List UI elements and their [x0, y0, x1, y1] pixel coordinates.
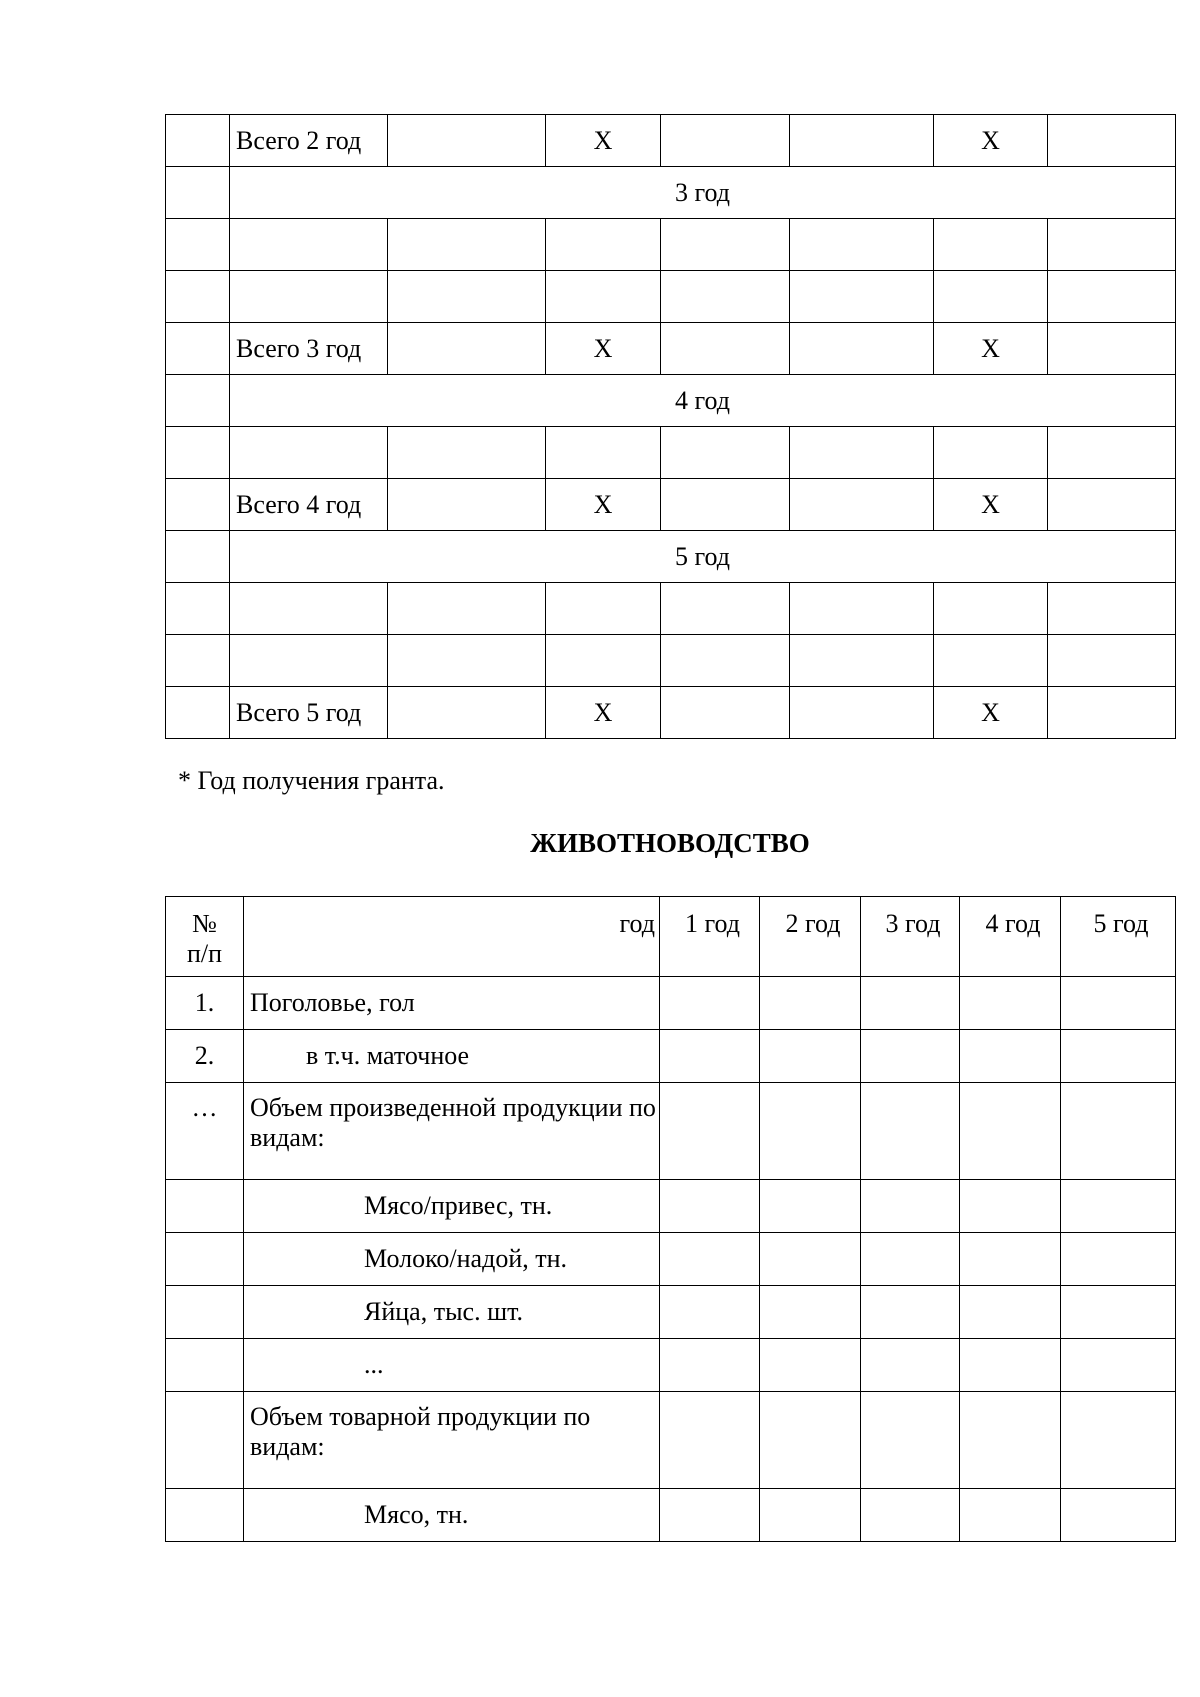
value-cell	[1061, 1180, 1176, 1233]
table-cell	[166, 531, 230, 583]
table-cell	[1048, 635, 1176, 687]
indicator-label-cell: Поголовье, гол	[244, 977, 660, 1030]
year-header-cell: 3 год	[230, 167, 1176, 219]
table-row	[166, 531, 1176, 583]
table-cell	[661, 427, 790, 479]
table-cell	[166, 115, 230, 167]
x-mark-cell: Х	[546, 115, 661, 167]
table-cell	[388, 219, 546, 271]
table-cell	[166, 687, 230, 739]
indicator-label-cell: в т.ч. маточное	[244, 1030, 660, 1083]
table-cell	[166, 323, 230, 375]
row-number-cell	[166, 1339, 244, 1392]
value-cell	[660, 1392, 760, 1489]
value-cell	[960, 1339, 1061, 1392]
table-cell	[661, 635, 790, 687]
table-cell	[388, 115, 546, 167]
row-number-cell: 1.	[166, 977, 244, 1030]
table-cell	[230, 635, 388, 687]
table-cell	[166, 583, 230, 635]
table-cell	[166, 635, 230, 687]
table-row	[166, 219, 1176, 271]
table-row	[166, 375, 1176, 427]
table-row	[166, 1180, 1176, 1233]
table-cell	[661, 219, 790, 271]
value-cell	[660, 1030, 760, 1083]
table-cell	[546, 583, 661, 635]
x-mark-cell: Х	[546, 479, 661, 531]
year-header-cell: 5 год	[230, 531, 1176, 583]
table-cell	[661, 271, 790, 323]
table-cell	[230, 583, 388, 635]
table-cell	[388, 271, 546, 323]
table-cell	[790, 219, 934, 271]
total-label-cell: Всего 5 год	[230, 687, 388, 739]
value-cell	[1061, 1339, 1176, 1392]
value-cell	[1061, 977, 1176, 1030]
livestock-table-body	[166, 897, 1176, 1542]
table-row	[166, 1286, 1176, 1339]
value-cell	[660, 977, 760, 1030]
table-row	[166, 115, 1176, 167]
table-cell	[546, 219, 661, 271]
table-cell	[661, 479, 790, 531]
table-cell	[1048, 687, 1176, 739]
value-cell	[960, 1489, 1061, 1542]
value-cell	[760, 1489, 861, 1542]
value-cell	[861, 1392, 960, 1489]
table-row	[166, 427, 1176, 479]
livestock-table	[165, 896, 1176, 1542]
table-cell	[1048, 219, 1176, 271]
value-cell	[660, 1083, 760, 1180]
table-cell	[1048, 479, 1176, 531]
value-cell	[960, 1392, 1061, 1489]
table-cell	[790, 635, 934, 687]
table-row	[166, 977, 1176, 1030]
table-cell	[790, 271, 934, 323]
row-number-cell	[166, 1286, 244, 1339]
row-number-cell	[166, 1233, 244, 1286]
table-cell	[546, 271, 661, 323]
value-cell	[960, 1233, 1061, 1286]
value-cell	[760, 1339, 861, 1392]
table-row	[166, 1233, 1176, 1286]
total-label-cell: Всего 4 год	[230, 479, 388, 531]
value-cell	[1061, 1233, 1176, 1286]
table-cell	[790, 323, 934, 375]
value-cell	[760, 1286, 861, 1339]
table-cell	[790, 583, 934, 635]
grant-table-body	[166, 115, 1176, 739]
table-cell	[790, 427, 934, 479]
value-cell	[760, 977, 861, 1030]
value-cell	[861, 1180, 960, 1233]
x-mark-cell: Х	[546, 323, 661, 375]
value-cell	[960, 977, 1061, 1030]
table-row	[166, 1339, 1176, 1392]
row-number-cell: …	[166, 1083, 244, 1180]
table-row	[166, 167, 1176, 219]
table-cell	[388, 635, 546, 687]
table-cell	[546, 427, 661, 479]
table-cell	[1048, 115, 1176, 167]
row-number-cell	[166, 1180, 244, 1233]
value-cell	[861, 977, 960, 1030]
row-number-cell	[166, 1392, 244, 1489]
row-number-cell	[166, 1489, 244, 1542]
value-cell	[1061, 1030, 1176, 1083]
table-cell	[661, 323, 790, 375]
total-label-cell: Всего 2 год	[230, 115, 388, 167]
year-label-header-cell: год	[244, 897, 660, 977]
x-mark-cell: Х	[546, 687, 661, 739]
table-row	[166, 583, 1176, 635]
table-cell	[230, 219, 388, 271]
table-row	[166, 479, 1176, 531]
value-cell	[660, 1180, 760, 1233]
table-cell	[790, 479, 934, 531]
table-cell	[166, 219, 230, 271]
value-cell	[960, 1030, 1061, 1083]
value-cell	[960, 1286, 1061, 1339]
table-row	[166, 1392, 1176, 1489]
year-column-header: 4 год	[960, 897, 1061, 977]
table-cell	[388, 427, 546, 479]
value-cell	[861, 1030, 960, 1083]
indicator-label-cell: Мясо/привес, тн.	[244, 1180, 660, 1233]
table-cell	[546, 635, 661, 687]
value-cell	[660, 1339, 760, 1392]
grant-years-table	[165, 114, 1176, 739]
table-row	[166, 323, 1176, 375]
year-column-header: 2 год	[760, 897, 861, 977]
table-cell	[661, 583, 790, 635]
value-cell	[760, 1233, 861, 1286]
table-cell	[1048, 323, 1176, 375]
table-cell	[1048, 583, 1176, 635]
table-cell	[790, 115, 934, 167]
section-title: ЖИВОТНОВОДСТВО	[530, 828, 810, 858]
table-cell	[661, 115, 790, 167]
indicator-label-cell: Мясо, тн.	[244, 1489, 660, 1542]
table-cell	[934, 271, 1048, 323]
table-row	[166, 687, 1176, 739]
value-cell	[760, 1030, 861, 1083]
table-cell	[166, 375, 230, 427]
value-cell	[861, 1286, 960, 1339]
indicator-label-cell: Молоко/надой, тн.	[244, 1233, 660, 1286]
value-cell	[760, 1083, 861, 1180]
value-cell	[1061, 1392, 1176, 1489]
table-cell	[661, 687, 790, 739]
value-cell	[1061, 1083, 1176, 1180]
table-cell	[166, 271, 230, 323]
table-cell	[230, 271, 388, 323]
table-cell	[1048, 427, 1176, 479]
table-cell	[388, 583, 546, 635]
table-cell	[166, 427, 230, 479]
table-cell	[230, 427, 388, 479]
indicator-label-cell: Яйца, тыс. шт.	[244, 1286, 660, 1339]
value-cell	[861, 1083, 960, 1180]
value-cell	[861, 1489, 960, 1542]
indicator-label-cell: Объем произведенной продукции по видам:	[244, 1083, 660, 1180]
table-cell	[790, 687, 934, 739]
table-row	[166, 635, 1176, 687]
value-cell	[960, 1180, 1061, 1233]
value-cell	[660, 1286, 760, 1339]
table-cell	[388, 323, 546, 375]
value-cell	[861, 1233, 960, 1286]
table-cell	[388, 479, 546, 531]
value-cell	[660, 1489, 760, 1542]
table-cell	[388, 687, 546, 739]
indicator-label-cell: Объем товарной продукции по видам:	[244, 1392, 660, 1489]
value-cell	[960, 1083, 1061, 1180]
header-row	[166, 897, 1176, 977]
table-cell	[934, 635, 1048, 687]
value-cell	[760, 1392, 861, 1489]
table-cell	[166, 167, 230, 219]
num-header-cell: № п/п	[166, 897, 244, 977]
table-cell	[934, 583, 1048, 635]
table-row	[166, 1083, 1176, 1180]
value-cell	[660, 1233, 760, 1286]
x-mark-cell: Х	[934, 687, 1048, 739]
x-mark-cell: Х	[934, 479, 1048, 531]
table-cell	[934, 219, 1048, 271]
value-cell	[861, 1339, 960, 1392]
indicator-label-cell: ...	[244, 1339, 660, 1392]
table-cell	[1048, 271, 1176, 323]
year-column-header: 1 год	[660, 897, 760, 977]
value-cell	[760, 1180, 861, 1233]
total-label-cell: Всего 3 год	[230, 323, 388, 375]
value-cell	[1061, 1286, 1176, 1339]
table-cell	[166, 479, 230, 531]
footnote: * Год получения гранта.	[178, 766, 445, 795]
x-mark-cell: Х	[934, 115, 1048, 167]
table-row	[166, 1489, 1176, 1542]
table-cell	[934, 427, 1048, 479]
year-column-header: 5 год	[1061, 897, 1176, 977]
value-cell	[1061, 1489, 1176, 1542]
table-row	[166, 1030, 1176, 1083]
year-header-cell: 4 год	[230, 375, 1176, 427]
x-mark-cell: Х	[934, 323, 1048, 375]
year-column-header: 3 год	[861, 897, 960, 977]
table-row	[166, 271, 1176, 323]
row-number-cell: 2.	[166, 1030, 244, 1083]
